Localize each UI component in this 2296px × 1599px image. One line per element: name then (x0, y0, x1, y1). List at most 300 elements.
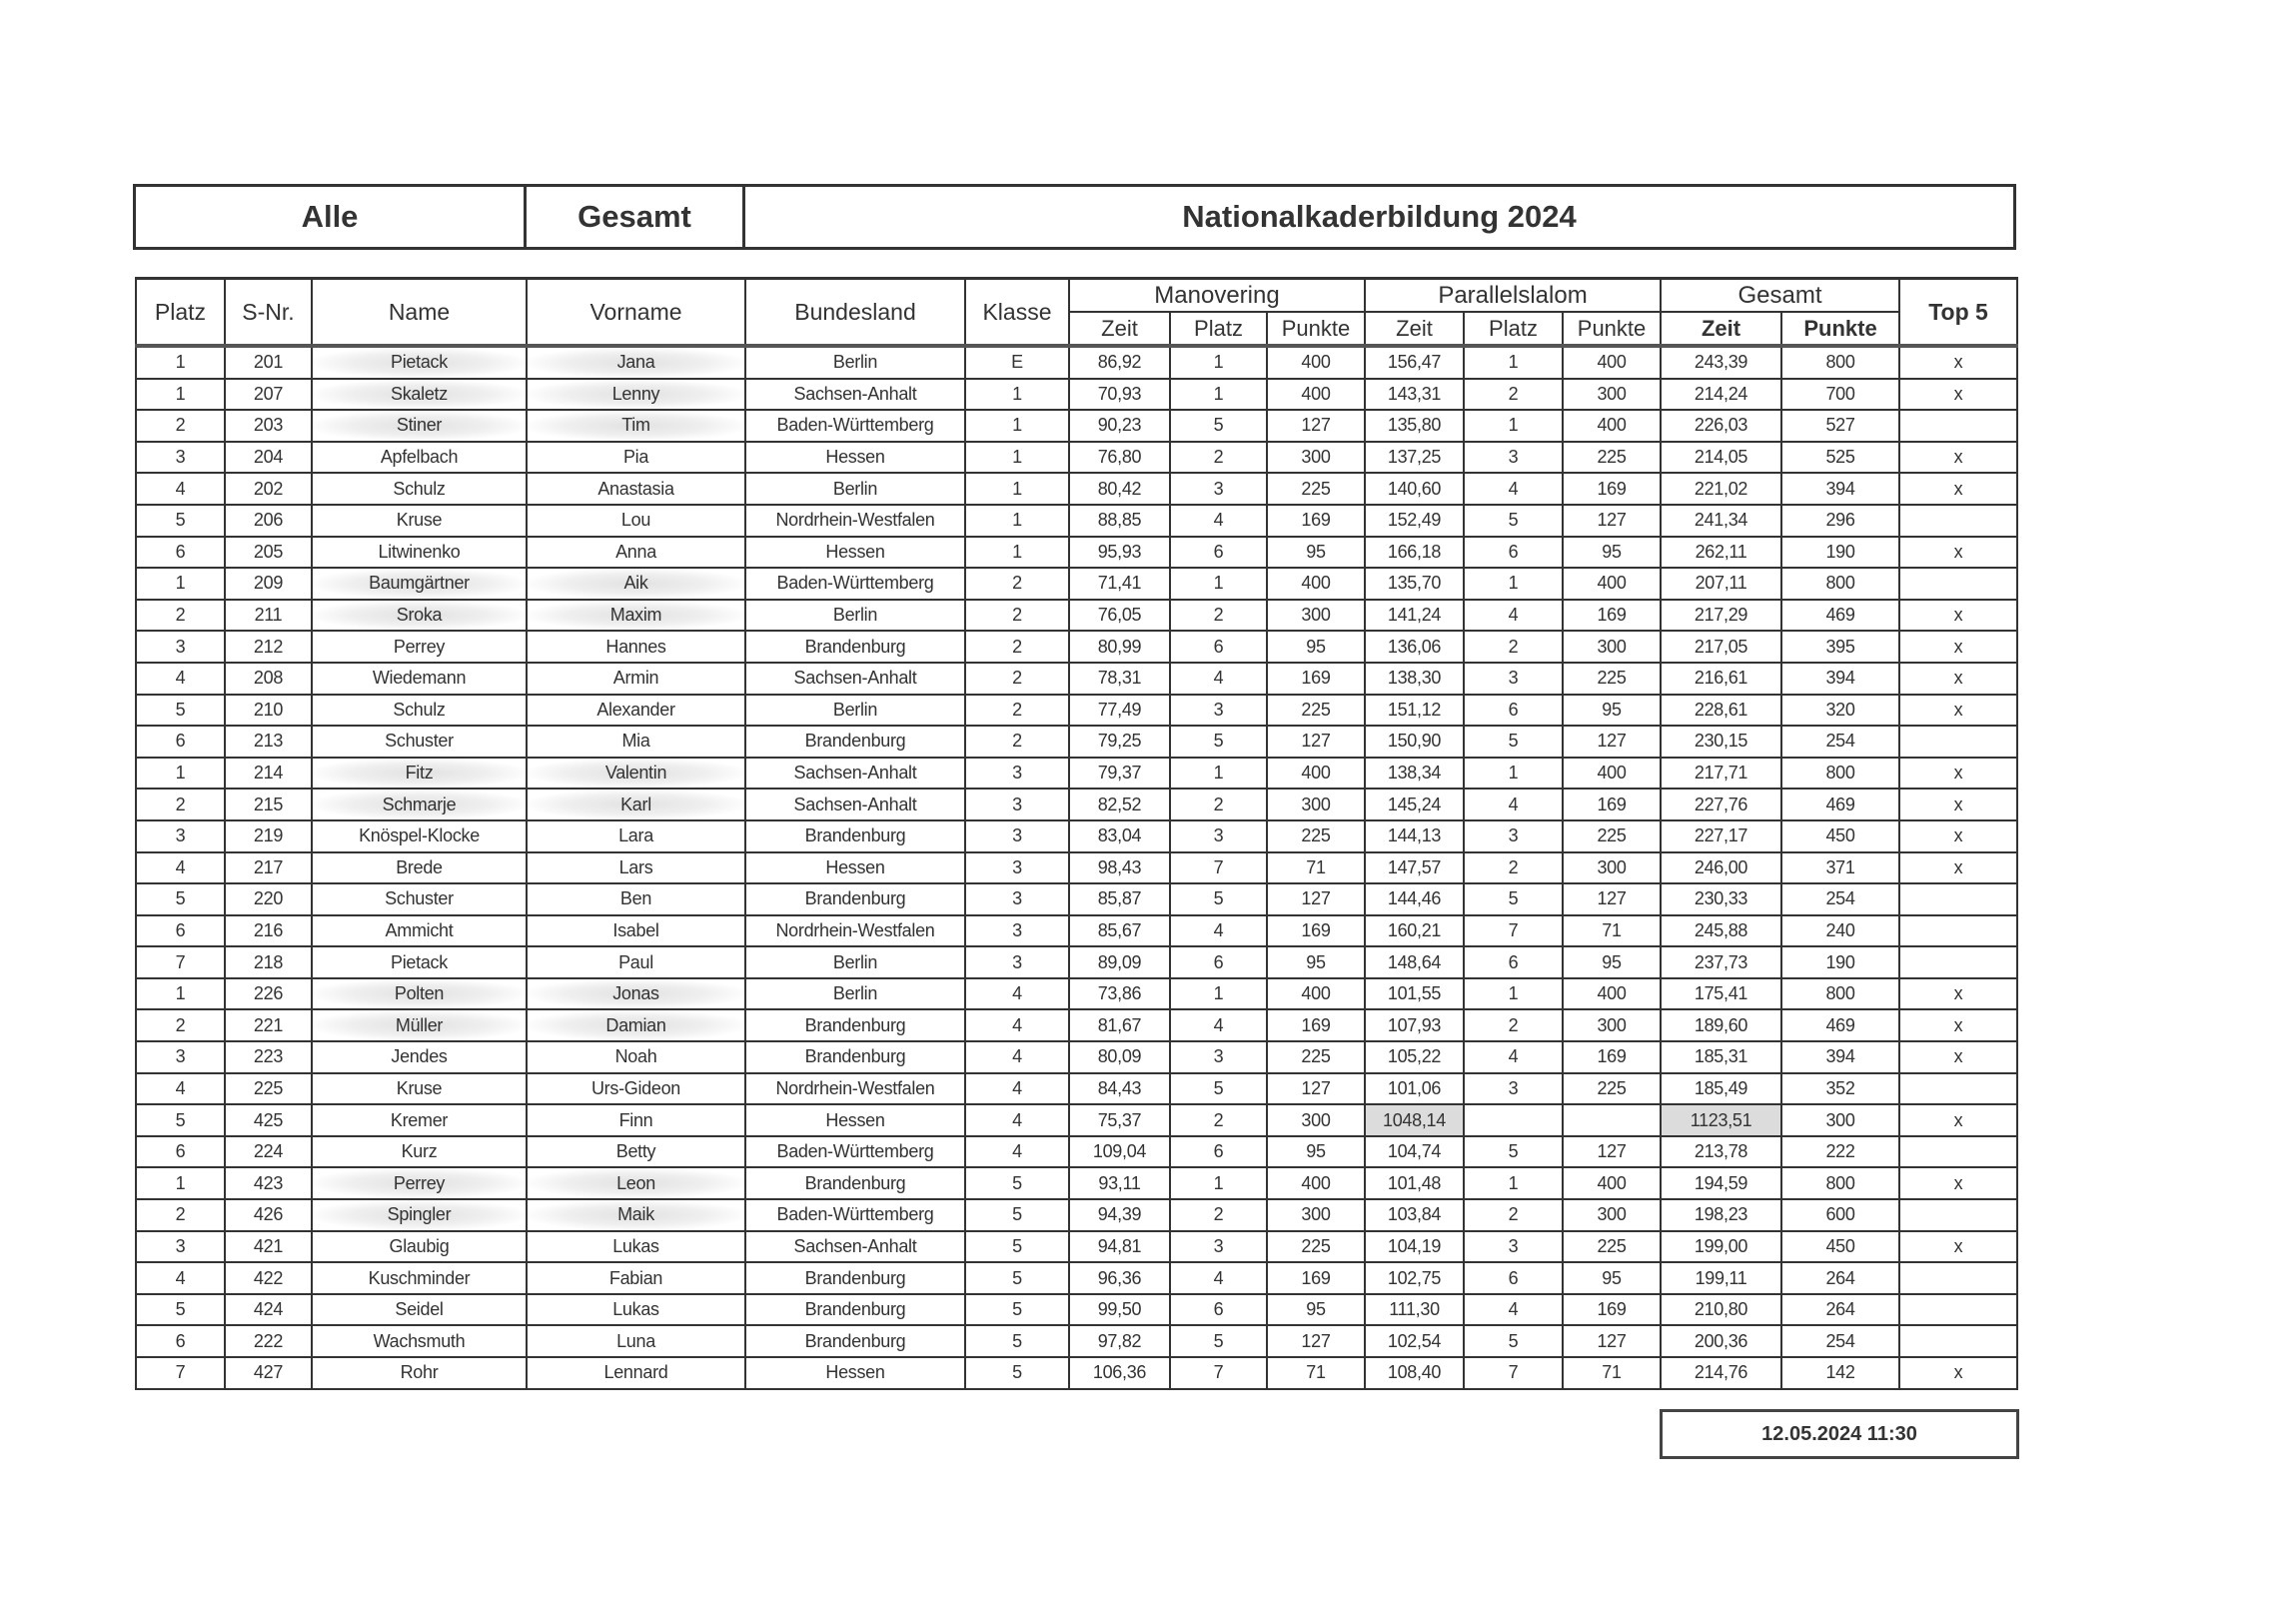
cell-man-zeit: 86,92 (1069, 346, 1170, 379)
cell-man-platz: 3 (1170, 1041, 1267, 1073)
cell-man-platz: 6 (1170, 631, 1267, 663)
cell-par-punkte (1563, 1104, 1661, 1136)
col-man-zeit: Zeit (1069, 312, 1170, 346)
cell-snr: 223 (225, 1041, 312, 1073)
cell-name: Schuster (312, 726, 527, 758)
cell-klasse: 2 (965, 631, 1069, 663)
cell-par-zeit: 104,19 (1365, 1231, 1464, 1263)
cell-par-platz: 6 (1464, 537, 1563, 569)
cell-name: Skaletz (312, 379, 527, 411)
cell-snr: 218 (225, 946, 312, 978)
cell-vorname: Ben (527, 883, 745, 915)
cell-ges-zeit: 213,78 (1661, 1136, 1781, 1168)
table-row (136, 1262, 2017, 1294)
cell-par-punkte: 127 (1563, 883, 1661, 915)
cell-vorname: Lara (527, 820, 745, 852)
cell-man-platz: 1 (1170, 758, 1267, 790)
cell-name: Polten (312, 978, 527, 1010)
cell-klasse: 1 (965, 379, 1069, 411)
cell-bundesland: Berlin (745, 600, 965, 632)
cell-klasse: 4 (965, 978, 1069, 1010)
cell-vorname: Pia (527, 442, 745, 474)
cell-ges-zeit: 200,36 (1661, 1325, 1781, 1357)
cell-par-zeit: 156,47 (1365, 346, 1464, 379)
cell-ges-zeit: 189,60 (1661, 1009, 1781, 1041)
cell-name: Schuster (312, 883, 527, 915)
cell-bundesland: Brandenburg (745, 1167, 965, 1199)
cell-platz: 1 (136, 1167, 225, 1199)
cell-par-zeit: 138,30 (1365, 663, 1464, 695)
cell-top5: x (1899, 379, 2017, 411)
cell-man-punkte: 400 (1267, 758, 1365, 790)
cell-klasse: 5 (965, 1357, 1069, 1389)
cell-ges-punkte: 254 (1781, 1325, 1899, 1357)
cell-snr: 222 (225, 1325, 312, 1357)
cell-man-zeit: 71,41 (1069, 568, 1170, 600)
cell-par-zeit: 135,80 (1365, 410, 1464, 442)
cell-ges-punkte: 394 (1781, 473, 1899, 505)
table-row (136, 820, 2017, 852)
cell-par-platz: 2 (1464, 379, 1563, 411)
cell-ges-punkte: 450 (1781, 1231, 1899, 1263)
cell-platz: 2 (136, 600, 225, 632)
cell-par-platz: 5 (1464, 505, 1563, 537)
cell-par-punkte: 71 (1563, 915, 1661, 947)
cell-par-platz: 2 (1464, 1009, 1563, 1041)
cell-klasse: 2 (965, 568, 1069, 600)
cell-klasse: 1 (965, 410, 1069, 442)
cell-man-platz: 4 (1170, 915, 1267, 947)
cell-man-zeit: 93,11 (1069, 1167, 1170, 1199)
table-row (136, 1231, 2017, 1263)
cell-platz: 1 (136, 568, 225, 600)
table-row (136, 1325, 2017, 1357)
cell-par-zeit: 102,75 (1365, 1262, 1464, 1294)
cell-par-platz: 2 (1464, 852, 1563, 884)
cell-vorname: Maxim (527, 600, 745, 632)
cell-snr: 206 (225, 505, 312, 537)
cell-man-zeit: 78,31 (1069, 663, 1170, 695)
cell-man-punkte: 225 (1267, 820, 1365, 852)
cell-platz: 5 (136, 695, 225, 727)
cell-par-zeit: 144,46 (1365, 883, 1464, 915)
cell-ges-zeit: 185,31 (1661, 1041, 1781, 1073)
cell-man-punkte: 71 (1267, 852, 1365, 884)
cell-man-punkte: 225 (1267, 473, 1365, 505)
cell-par-punkte: 400 (1563, 758, 1661, 790)
col-ges-punkte: Punkte (1781, 312, 1899, 346)
cell-par-punkte: 95 (1563, 695, 1661, 727)
cell-snr: 224 (225, 1136, 312, 1168)
cell-klasse: 2 (965, 600, 1069, 632)
cell-man-zeit: 98,43 (1069, 852, 1170, 884)
cell-ges-punkte: 800 (1781, 568, 1899, 600)
cell-man-platz: 5 (1170, 1073, 1267, 1105)
cell-ges-zeit: 194,59 (1661, 1167, 1781, 1199)
cell-platz: 3 (136, 442, 225, 474)
table-row (136, 695, 2017, 727)
cell-klasse: 3 (965, 789, 1069, 820)
cell-name: Wiedemann (312, 663, 527, 695)
cell-par-punkte: 400 (1563, 1167, 1661, 1199)
cell-ges-zeit: 217,71 (1661, 758, 1781, 790)
cell-ges-zeit: 185,49 (1661, 1073, 1781, 1105)
cell-bundesland: Brandenburg (745, 1294, 965, 1326)
cell-par-platz: 4 (1464, 1041, 1563, 1073)
cell-par-punkte: 300 (1563, 852, 1661, 884)
cell-ges-zeit: 216,61 (1661, 663, 1781, 695)
cell-bundesland: Berlin (745, 978, 965, 1010)
cell-man-zeit: 76,80 (1069, 442, 1170, 474)
table-row (136, 915, 2017, 947)
cell-ges-zeit: 1123,51 (1661, 1104, 1781, 1136)
col-man-platz: Platz (1170, 312, 1267, 346)
cell-vorname: Lenny (527, 379, 745, 411)
cell-par-zeit: 104,74 (1365, 1136, 1464, 1168)
cell-vorname: Jonas (527, 978, 745, 1010)
cell-klasse: 5 (965, 1167, 1069, 1199)
cell-par-zeit: 160,21 (1365, 915, 1464, 947)
cell-par-zeit: 101,48 (1365, 1167, 1464, 1199)
cell-man-zeit: 75,37 (1069, 1104, 1170, 1136)
cell-top5: x (1899, 758, 2017, 790)
cell-man-punkte: 300 (1267, 442, 1365, 474)
cell-name: Kruse (312, 1073, 527, 1105)
cell-bundesland: Baden-Württemberg (745, 410, 965, 442)
cell-ges-zeit: 207,11 (1661, 568, 1781, 600)
cell-ges-punkte: 469 (1781, 789, 1899, 820)
timestamp: 12.05.2024 11:30 (1660, 1409, 2019, 1459)
table-row (136, 1009, 2017, 1041)
cell-klasse: 5 (965, 1231, 1069, 1263)
cell-bundesland: Sachsen-Anhalt (745, 1231, 965, 1263)
table-row (136, 1199, 2017, 1231)
cell-par-punkte: 225 (1563, 1231, 1661, 1263)
cell-top5 (1899, 946, 2017, 978)
table-row (136, 852, 2017, 884)
cell-snr: 225 (225, 1073, 312, 1105)
cell-platz: 1 (136, 758, 225, 790)
cell-par-zeit: 141,24 (1365, 600, 1464, 632)
cell-man-punkte: 169 (1267, 1009, 1365, 1041)
cell-man-platz: 7 (1170, 1357, 1267, 1389)
cell-snr: 213 (225, 726, 312, 758)
cell-top5: x (1899, 346, 2017, 379)
cell-ges-zeit: 214,24 (1661, 379, 1781, 411)
table-row (136, 1104, 2017, 1136)
col-name: Name (312, 279, 527, 347)
cell-man-platz: 2 (1170, 442, 1267, 474)
cell-top5: x (1899, 663, 2017, 695)
cell-name: Schulz (312, 695, 527, 727)
cell-snr: 202 (225, 473, 312, 505)
cell-ges-zeit: 246,00 (1661, 852, 1781, 884)
cell-platz: 3 (136, 820, 225, 852)
cell-par-platz: 4 (1464, 600, 1563, 632)
cell-snr: 201 (225, 346, 312, 379)
cell-snr: 421 (225, 1231, 312, 1263)
cell-par-platz: 2 (1464, 1199, 1563, 1231)
cell-par-punkte: 95 (1563, 1262, 1661, 1294)
cell-par-platz: 1 (1464, 1167, 1563, 1199)
cell-ges-punkte: 800 (1781, 758, 1899, 790)
cell-ges-punkte: 264 (1781, 1262, 1899, 1294)
table-row (136, 600, 2017, 632)
group-gesamt: Gesamt (1661, 279, 1899, 313)
cell-man-zeit: 80,09 (1069, 1041, 1170, 1073)
table-row (136, 1041, 2017, 1073)
cell-man-platz: 5 (1170, 1325, 1267, 1357)
cell-ges-zeit: 175,41 (1661, 978, 1781, 1010)
cell-name: Kuschminder (312, 1262, 527, 1294)
cell-par-punkte: 300 (1563, 379, 1661, 411)
cell-man-punkte: 95 (1267, 537, 1365, 569)
cell-par-punkte: 95 (1563, 537, 1661, 569)
cell-name: Pietack (312, 346, 527, 379)
cell-ges-zeit: 228,61 (1661, 695, 1781, 727)
cell-platz: 4 (136, 663, 225, 695)
cell-man-punkte: 400 (1267, 1167, 1365, 1199)
cell-klasse: 4 (965, 1041, 1069, 1073)
cell-platz: 7 (136, 946, 225, 978)
cell-par-punkte: 225 (1563, 442, 1661, 474)
cell-ges-punkte: 352 (1781, 1073, 1899, 1105)
cell-vorname: Maik (527, 1199, 745, 1231)
cell-ges-zeit: 199,00 (1661, 1231, 1781, 1263)
cell-ges-punkte: 800 (1781, 1167, 1899, 1199)
cell-man-zeit: 83,04 (1069, 820, 1170, 852)
cell-man-punkte: 300 (1267, 1104, 1365, 1136)
cell-top5 (1899, 1136, 2017, 1168)
cell-vorname: Leon (527, 1167, 745, 1199)
cell-klasse: 5 (965, 1199, 1069, 1231)
cell-snr: 226 (225, 978, 312, 1010)
cell-par-punkte: 300 (1563, 631, 1661, 663)
cell-snr: 425 (225, 1104, 312, 1136)
cell-vorname: Tim (527, 410, 745, 442)
cell-man-punkte: 300 (1267, 789, 1365, 820)
cell-klasse: 5 (965, 1262, 1069, 1294)
cell-vorname: Hannes (527, 631, 745, 663)
cell-top5 (1899, 1199, 2017, 1231)
cell-par-zeit: 101,55 (1365, 978, 1464, 1010)
cell-vorname: Alexander (527, 695, 745, 727)
cell-man-punkte: 169 (1267, 663, 1365, 695)
cell-ges-punkte: 394 (1781, 663, 1899, 695)
cell-par-platz: 1 (1464, 978, 1563, 1010)
cell-snr: 207 (225, 379, 312, 411)
cell-klasse: 1 (965, 537, 1069, 569)
cell-platz: 2 (136, 1009, 225, 1041)
cell-top5: x (1899, 852, 2017, 884)
table-row (136, 1073, 2017, 1105)
cell-par-zeit: 144,13 (1365, 820, 1464, 852)
scope-label: Gesamt (527, 187, 745, 247)
cell-platz: 2 (136, 789, 225, 820)
cell-name: Kruse (312, 505, 527, 537)
cell-par-zeit: 135,70 (1365, 568, 1464, 600)
cell-man-punkte: 95 (1267, 946, 1365, 978)
cell-par-punkte: 127 (1563, 1325, 1661, 1357)
cell-man-punkte: 225 (1267, 1231, 1365, 1263)
cell-par-punkte: 225 (1563, 663, 1661, 695)
cell-man-punkte: 127 (1267, 1073, 1365, 1105)
cell-platz: 4 (136, 1073, 225, 1105)
cell-ges-punkte: 395 (1781, 631, 1899, 663)
cell-man-punkte: 400 (1267, 379, 1365, 411)
cell-name: Schmarje (312, 789, 527, 820)
cell-vorname: Lars (527, 852, 745, 884)
cell-snr: 219 (225, 820, 312, 852)
table-row (136, 1294, 2017, 1326)
cell-par-zeit: 105,22 (1365, 1041, 1464, 1073)
cell-vorname: Lukas (527, 1294, 745, 1326)
cell-vorname: Noah (527, 1041, 745, 1073)
cell-man-zeit: 106,36 (1069, 1357, 1170, 1389)
cell-ges-punkte: 450 (1781, 820, 1899, 852)
cell-bundesland: Baden-Württemberg (745, 1136, 965, 1168)
cell-platz: 5 (136, 1104, 225, 1136)
cell-name: Jendes (312, 1041, 527, 1073)
cell-name: Pietack (312, 946, 527, 978)
cell-top5: x (1899, 1231, 2017, 1263)
cell-vorname: Isabel (527, 915, 745, 947)
cell-top5 (1899, 1073, 2017, 1105)
cell-ges-zeit: 262,11 (1661, 537, 1781, 569)
cell-ges-zeit: 230,15 (1661, 726, 1781, 758)
cell-vorname: Anna (527, 537, 745, 569)
cell-man-platz: 1 (1170, 978, 1267, 1010)
cell-par-zeit: 107,93 (1365, 1009, 1464, 1041)
cell-man-punkte: 300 (1267, 600, 1365, 632)
cell-man-platz: 4 (1170, 1262, 1267, 1294)
cell-par-platz: 6 (1464, 946, 1563, 978)
cell-bundesland: Hessen (745, 852, 965, 884)
cell-bundesland: Berlin (745, 946, 965, 978)
cell-top5: x (1899, 820, 2017, 852)
cell-par-zeit: 147,57 (1365, 852, 1464, 884)
cell-bundesland: Hessen (745, 1357, 965, 1389)
table-row (136, 1167, 2017, 1199)
col-klasse: Klasse (965, 279, 1069, 347)
cell-man-platz: 3 (1170, 1231, 1267, 1263)
table-row (136, 346, 2017, 379)
cell-klasse: 4 (965, 1009, 1069, 1041)
cell-par-zeit: 140,60 (1365, 473, 1464, 505)
cell-bundesland: Brandenburg (745, 631, 965, 663)
cell-klasse: 4 (965, 1104, 1069, 1136)
cell-snr: 204 (225, 442, 312, 474)
cell-snr: 216 (225, 915, 312, 947)
cell-snr: 212 (225, 631, 312, 663)
table-row (136, 726, 2017, 758)
cell-top5 (1899, 1294, 2017, 1326)
cell-klasse: 3 (965, 758, 1069, 790)
cell-par-punkte: 169 (1563, 473, 1661, 505)
col-bundesland: Bundesland (745, 279, 965, 347)
cell-man-platz: 3 (1170, 695, 1267, 727)
cell-ges-zeit: 198,23 (1661, 1199, 1781, 1231)
col-par-zeit: Zeit (1365, 312, 1464, 346)
cell-par-punkte: 127 (1563, 1136, 1661, 1168)
cell-ges-zeit: 214,05 (1661, 442, 1781, 474)
cell-vorname: Mia (527, 726, 745, 758)
col-platz: Platz (136, 279, 225, 347)
cell-platz: 6 (136, 1325, 225, 1357)
cell-man-platz: 5 (1170, 410, 1267, 442)
cell-top5 (1899, 568, 2017, 600)
filter-label: Alle (136, 187, 527, 247)
table-row (136, 442, 2017, 474)
cell-vorname: Lou (527, 505, 745, 537)
cell-bundesland: Hessen (745, 537, 965, 569)
title-bar (133, 184, 2016, 250)
table-row (136, 631, 2017, 663)
cell-par-punkte: 400 (1563, 978, 1661, 1010)
cell-man-zeit: 109,04 (1069, 1136, 1170, 1168)
cell-name: Wachsmuth (312, 1325, 527, 1357)
cell-platz: 4 (136, 1262, 225, 1294)
cell-man-punkte: 169 (1267, 915, 1365, 947)
cell-ges-zeit: 227,76 (1661, 789, 1781, 820)
cell-man-zeit: 81,67 (1069, 1009, 1170, 1041)
cell-par-zeit: 166,18 (1365, 537, 1464, 569)
cell-platz: 6 (136, 1136, 225, 1168)
cell-name: Rohr (312, 1357, 527, 1389)
cell-man-platz: 6 (1170, 1136, 1267, 1168)
cell-klasse: 3 (965, 852, 1069, 884)
cell-name: Spingler (312, 1199, 527, 1231)
results-body (136, 346, 2017, 1389)
table-row (136, 473, 2017, 505)
cell-man-platz: 2 (1170, 789, 1267, 820)
cell-par-punkte: 127 (1563, 505, 1661, 537)
cell-par-zeit: 136,06 (1365, 631, 1464, 663)
cell-man-zeit: 99,50 (1069, 1294, 1170, 1326)
cell-klasse: 3 (965, 915, 1069, 947)
cell-top5 (1899, 410, 2017, 442)
cell-ges-punkte: 142 (1781, 1357, 1899, 1389)
cell-man-platz: 2 (1170, 1199, 1267, 1231)
cell-vorname: Valentin (527, 758, 745, 790)
cell-platz: 4 (136, 473, 225, 505)
cell-platz: 3 (136, 631, 225, 663)
cell-par-zeit: 150,90 (1365, 726, 1464, 758)
cell-platz: 5 (136, 1294, 225, 1326)
cell-bundesland: Sachsen-Anhalt (745, 758, 965, 790)
cell-snr: 426 (225, 1199, 312, 1231)
cell-ges-zeit: 199,11 (1661, 1262, 1781, 1294)
cell-par-zeit: 102,54 (1365, 1325, 1464, 1357)
cell-platz: 6 (136, 726, 225, 758)
cell-name: Litwinenko (312, 537, 527, 569)
cell-vorname: Lennard (527, 1357, 745, 1389)
cell-par-punkte: 169 (1563, 789, 1661, 820)
cell-man-platz: 2 (1170, 1104, 1267, 1136)
cell-bundesland: Berlin (745, 473, 965, 505)
cell-par-zeit: 145,24 (1365, 789, 1464, 820)
cell-ges-punkte: 254 (1781, 726, 1899, 758)
cell-name: Brede (312, 852, 527, 884)
cell-par-punkte: 225 (1563, 820, 1661, 852)
cell-bundesland: Berlin (745, 695, 965, 727)
cell-par-zeit: 148,64 (1365, 946, 1464, 978)
cell-par-punkte: 169 (1563, 1294, 1661, 1326)
cell-man-zeit: 89,09 (1069, 946, 1170, 978)
cell-snr: 221 (225, 1009, 312, 1041)
cell-top5: x (1899, 978, 2017, 1010)
cell-klasse: 5 (965, 1325, 1069, 1357)
